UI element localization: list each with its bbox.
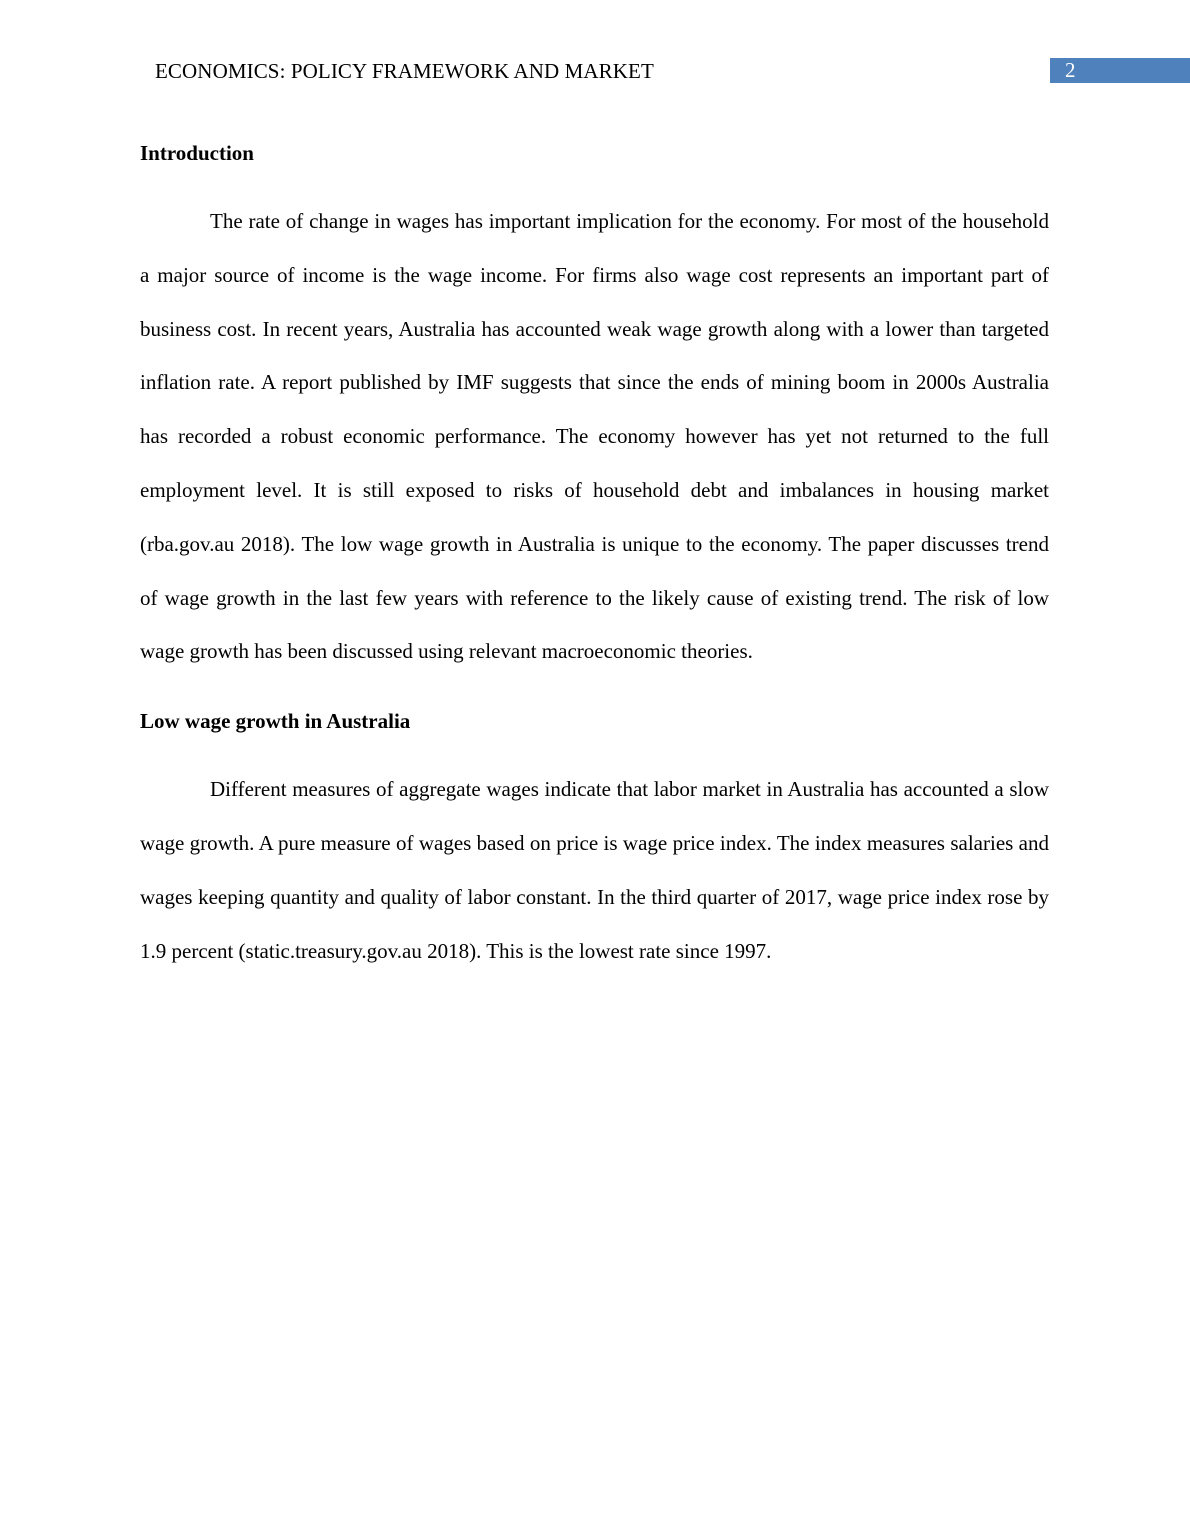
running-head-title: ECONOMICS: POLICY FRAMEWORK AND MARKET: [155, 59, 654, 83]
introduction-paragraph: The rate of change in wages has important implication for the economy. For most of the household a major source of income is the wage income. For firms also wage cost represents an important part of business cost. In recent years, Australia has accounted weak wage growth along with a lower than targeted inflation rate. A report published by IMF suggests that since the ends of mining boom in 2000s Australia has recorded a robust economic performance. The economy however has yet not returned to the full employment level. It is still exposed to risks of household debt and imbalances in housing market (rba.gov.au 2018). The low wage growth in Australia is unique to the economy. The paper discusses trend of wage growth in the last few years with reference to the likely cause of existing trend. The risk of low wage growth has been discussed using relevant macroeconomic theories.: [140, 209, 1049, 664]
low-wage-growth-paragraph: Different measures of aggregate wages indicate that labor market in Australia has accounted a slow wage growth. A pure measure of wages based on price is wage price index. The index measures salaries and wages keeping quantity and quality of labor constant. In the third quarter of 2017, wage price index rose by 1.9 percent (static.treasury.gov.au 2018). This is the lowest rate since 1997.: [140, 777, 1049, 963]
page-number: 2: [1065, 58, 1076, 82]
low-wage-growth-section: [140, 694, 1049, 978]
document-body: [140, 126, 1049, 978]
page-number-badge: [1050, 58, 1190, 83]
low-wage-growth-heading: Low wage growth in Australia: [140, 709, 411, 734]
introduction-heading: Introduction: [140, 141, 254, 165]
introduction-section: [140, 126, 1049, 679]
